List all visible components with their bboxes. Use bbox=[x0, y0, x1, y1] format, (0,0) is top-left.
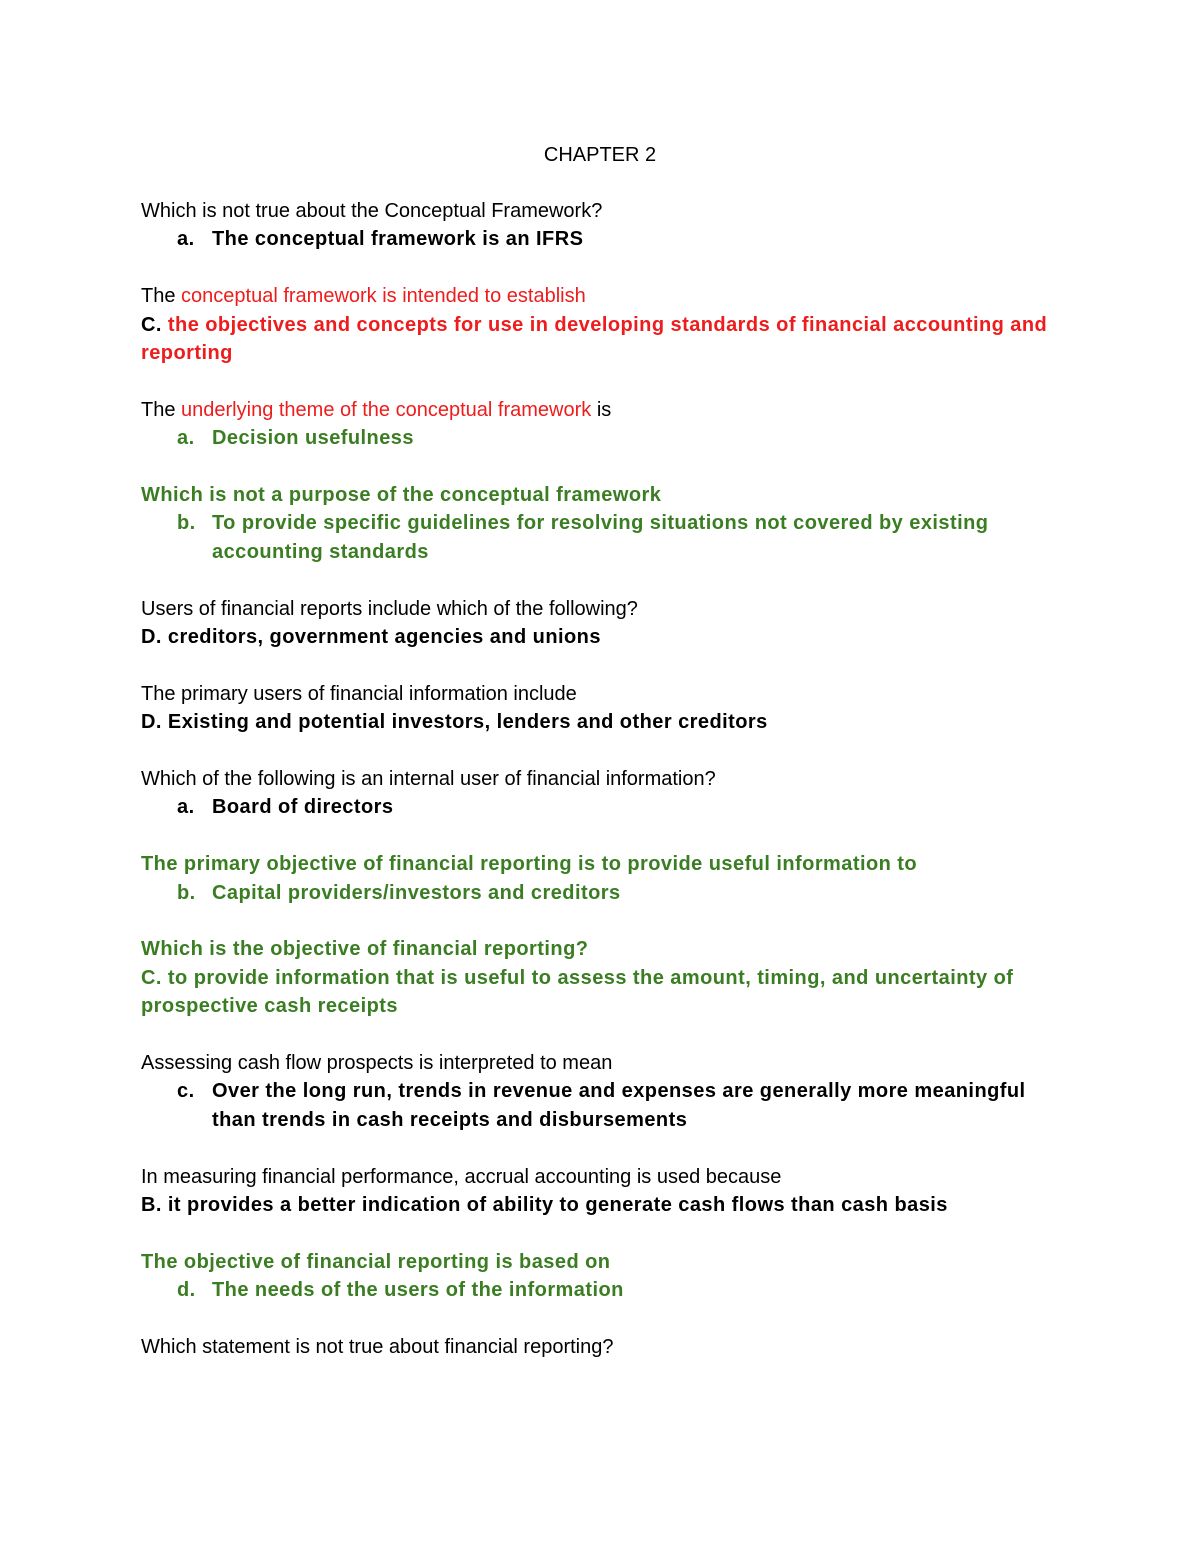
answer-1 bbox=[141, 225, 1071, 253]
answer-4 bbox=[141, 509, 1071, 566]
answer-3 bbox=[141, 424, 1071, 452]
answer-7 bbox=[141, 793, 1071, 821]
answer-1-text: The conceptual framework is an IFRS bbox=[212, 228, 584, 251]
answer-2-text: the objectives and concepts for use in developing standards of financial accounting and reporting bbox=[141, 313, 1048, 365]
answer-11: B. it provides a better indication of ability to generate cash flows than cash basis bbox=[141, 1194, 948, 1217]
question-12: The objective of financial reporting is based on bbox=[141, 1250, 611, 1273]
page-title: CHAPTER 2 bbox=[543, 144, 657, 166]
answer-10 bbox=[141, 1077, 1071, 1134]
question-11: In measuring financial performance, accrual accounting is used because bbox=[141, 1165, 782, 1188]
question-3 bbox=[141, 396, 1071, 424]
answer-6: D. Existing and potential investors, lenders and other creditors bbox=[141, 711, 768, 734]
question-2 bbox=[141, 282, 1071, 310]
question-3-prefix: The bbox=[141, 398, 182, 421]
answer-4-text: To provide specific guidelines for resolving situations not covered by existing accounting standards bbox=[212, 512, 989, 563]
answer-7-letter: a. bbox=[177, 796, 195, 819]
question-5: Users of financial reports include which of the following? bbox=[141, 597, 638, 620]
question-7: Which of the following is an internal user of financial information? bbox=[141, 768, 716, 791]
document-body bbox=[141, 197, 1071, 1361]
answer-4-letter: b. bbox=[177, 512, 196, 535]
question-4: Which is not a purpose of the conceptual framework bbox=[141, 484, 662, 507]
question-2-prefix: The bbox=[141, 285, 182, 308]
question-1: Which is not true about the Conceptual Framework? bbox=[141, 200, 603, 222]
question-8: The primary objective of financial reporting is to provide useful information to bbox=[141, 853, 918, 876]
question-9: Which is the objective of financial reporting? bbox=[141, 938, 589, 961]
answer-2-letter: C. bbox=[141, 313, 162, 336]
question-2-highlight: conceptual framework is intended to establish bbox=[181, 285, 586, 308]
answer-1-letter: a. bbox=[177, 228, 195, 251]
answer-12-letter: d. bbox=[177, 1279, 196, 1302]
answer-2 bbox=[141, 311, 1071, 368]
answer-10-text: Over the long run, trends in revenue and expenses are generally more meaningful than trends in cash receipts and disbursements bbox=[212, 1080, 1026, 1131]
question-3-highlight: underlying theme of the conceptual framework bbox=[181, 398, 592, 421]
answer-12-text: The needs of the users of the information bbox=[212, 1279, 624, 1302]
answer-3-text: Decision usefulness bbox=[212, 427, 414, 450]
answer-12 bbox=[141, 1276, 1071, 1304]
question-13: Which statement is not true about financial reporting? bbox=[141, 1336, 614, 1359]
answer-8 bbox=[141, 879, 1071, 907]
answer-10-letter: c. bbox=[177, 1080, 195, 1103]
question-3-suffix: is bbox=[591, 398, 612, 421]
answer-8-letter: b. bbox=[177, 881, 196, 904]
answer-7-text: Board of directors bbox=[212, 796, 394, 819]
question-10: Assessing cash flow prospects is interpreted to mean bbox=[141, 1052, 613, 1075]
answer-3-letter: a. bbox=[177, 427, 195, 450]
question-6: The primary users of financial information include bbox=[141, 682, 577, 705]
answer-5: D. creditors, government agencies and unions bbox=[141, 626, 601, 649]
answer-9: C. to provide information that is useful to assess the amount, timing, and uncertainty of prospective cash receipts bbox=[141, 966, 1014, 1018]
answer-8-text: Capital providers/investors and creditors bbox=[212, 881, 621, 904]
